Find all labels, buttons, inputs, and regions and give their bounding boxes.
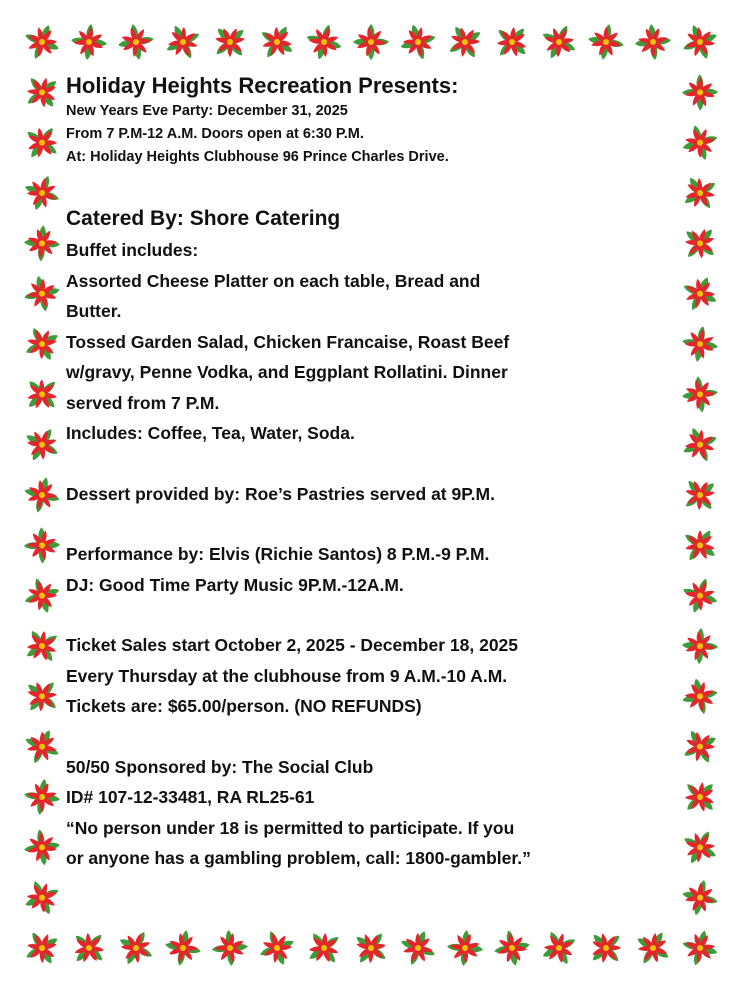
- poinsettia-icon: [17, 823, 66, 872]
- poinsettia-icon: [66, 925, 112, 971]
- poinsettia-icon: [23, 728, 60, 765]
- poinsettia-icon: [252, 923, 303, 974]
- poinsettia-icon: [17, 872, 68, 923]
- poinsettia-icon: [629, 18, 678, 67]
- poinsettia-icon: [17, 68, 66, 117]
- poinsettia-icon: [299, 923, 348, 972]
- poinsettia-icon: [23, 174, 60, 211]
- poinsettia-icon: [206, 18, 254, 66]
- poinsettia-icon: [440, 17, 490, 67]
- poinsettia-icon: [17, 269, 67, 319]
- location-line: At: Holiday Heights Clubhouse 96 Prince Charles Drive.: [66, 149, 449, 165]
- poinsettia-icon: [677, 623, 723, 669]
- gambling-notice-line: or anyone has a gambling problem, call: 1800-gambler.”: [66, 848, 531, 868]
- poinsettia-icon: [678, 524, 721, 567]
- performance-line: Performance by: Elvis (Richie Santos) 8 P.M.-9 P.M.: [66, 544, 490, 564]
- poinsettia-icon: [585, 21, 628, 64]
- poinsettia-icon: [22, 475, 63, 516]
- poinsettia-icon: [158, 17, 209, 68]
- poinsettia-icon: [534, 923, 585, 974]
- drinks-line: Includes: Coffee, Tea, Water, Soda.: [66, 423, 355, 443]
- poinsettia-icon: [206, 924, 254, 972]
- flyer-content: [66, 72, 666, 874]
- poinsettia-icon: [675, 419, 726, 470]
- poinsettia-icon: [678, 322, 721, 365]
- poinsettia-icon: [22, 424, 63, 465]
- dessert-line: Dessert provided by: Roe’s Pastries served at 9P.M.: [66, 483, 495, 504]
- poinsettia-icon: [393, 17, 443, 67]
- poinsettia-icon: [675, 17, 726, 68]
- poinsettia-icon: [67, 20, 111, 64]
- poinsettia-icon: [17, 570, 68, 621]
- poinsettia-icon: [680, 928, 720, 968]
- poinsettia-icon: [400, 930, 437, 967]
- menu-line: Butter.: [66, 301, 122, 321]
- menu-line: served from 7 P.M.: [66, 392, 220, 413]
- poinsettia-icon: [487, 923, 537, 973]
- event-line: New Years Eve Party: December 31, 2025: [66, 103, 348, 119]
- flyer-title: Holiday Heights Recreation Presents:: [66, 73, 459, 98]
- poinsettia-icon: [19, 674, 64, 719]
- poinsettia-icon: [632, 927, 673, 968]
- poinsettia-icon: [681, 275, 719, 313]
- poinsettia-icon: [24, 24, 60, 60]
- menu-line: Assorted Cheese Platter on each table, Bread and: [66, 270, 481, 291]
- poinsettia-icon: [20, 775, 64, 819]
- poinsettia-icon: [304, 22, 343, 61]
- ticket-sales-line: Ticket Sales start October 2, 2025 - December 18, 2025: [66, 635, 519, 655]
- poinsettia-icon: [675, 671, 725, 721]
- menu-line: w/gravy, Penne Vodka, and Eggplant Rollatini. Dinner: [66, 362, 508, 382]
- poinsettia-icon: [679, 877, 720, 918]
- poinsettia-icon: [349, 926, 393, 970]
- poinsettia-icon: [162, 927, 204, 969]
- poinsettia-icon: [675, 721, 726, 772]
- raffle-id-line: ID# 107-12-33481, RA RL25-61: [66, 787, 315, 807]
- gambling-notice-line: “No person under 18 is permitted to participate. If you: [66, 817, 515, 838]
- poinsettia-icon: [348, 19, 395, 66]
- poinsettia-icon: [675, 168, 725, 218]
- catering-heading: Catered By: Shore Catering: [66, 207, 341, 230]
- poinsettia-icon: [17, 621, 67, 671]
- poinsettia-icon: [443, 926, 488, 971]
- buffet-label: Buffet includes:: [66, 240, 199, 260]
- menu-line: Tossed Garden Salad, Chicken Francaise, Roast Beef: [66, 331, 510, 352]
- poinsettia-icon: [19, 221, 64, 266]
- poinsettia-icon: [676, 471, 725, 520]
- poinsettia-icon: [489, 19, 535, 65]
- poinsettia-icon: [675, 117, 726, 168]
- poinsettia-icon: [676, 370, 725, 419]
- poinsettia-icon: [256, 21, 298, 63]
- poinsettia-icon: [111, 17, 160, 66]
- poinsettia-icon: [117, 929, 156, 968]
- ticket-schedule-line: Every Thursday at the clubhouse from 9 A.M.-10 A.M.: [66, 665, 508, 686]
- poinsettia-icon: [17, 319, 68, 370]
- ticket-price-line: Tickets are: $65.00/person. (NO REFUNDS): [66, 696, 422, 716]
- poinsettia-icon: [681, 577, 719, 615]
- poinsettia-icon: [20, 121, 64, 165]
- poinsettia-icon: [540, 23, 578, 61]
- poinsettia-icon: [18, 522, 65, 569]
- poinsettia-icon: [677, 221, 723, 267]
- poinsettia-icon: [676, 69, 723, 116]
- time-line: From 7 P.M-12 A.M. Doors open at 6:30 P.M.: [66, 126, 364, 142]
- poinsettia-icon: [676, 773, 723, 820]
- poinsettia-icon: [17, 923, 67, 973]
- poinsettia-icon: [18, 371, 65, 418]
- raffle-sponsor-line: 50/50 Sponsored by: The Social Club: [66, 756, 374, 777]
- poinsettia-icon: [680, 827, 720, 867]
- poinsettia-icon: [582, 924, 630, 972]
- dj-line: DJ: Good Time Party Music 9P.M.-12A.M.: [66, 574, 404, 595]
